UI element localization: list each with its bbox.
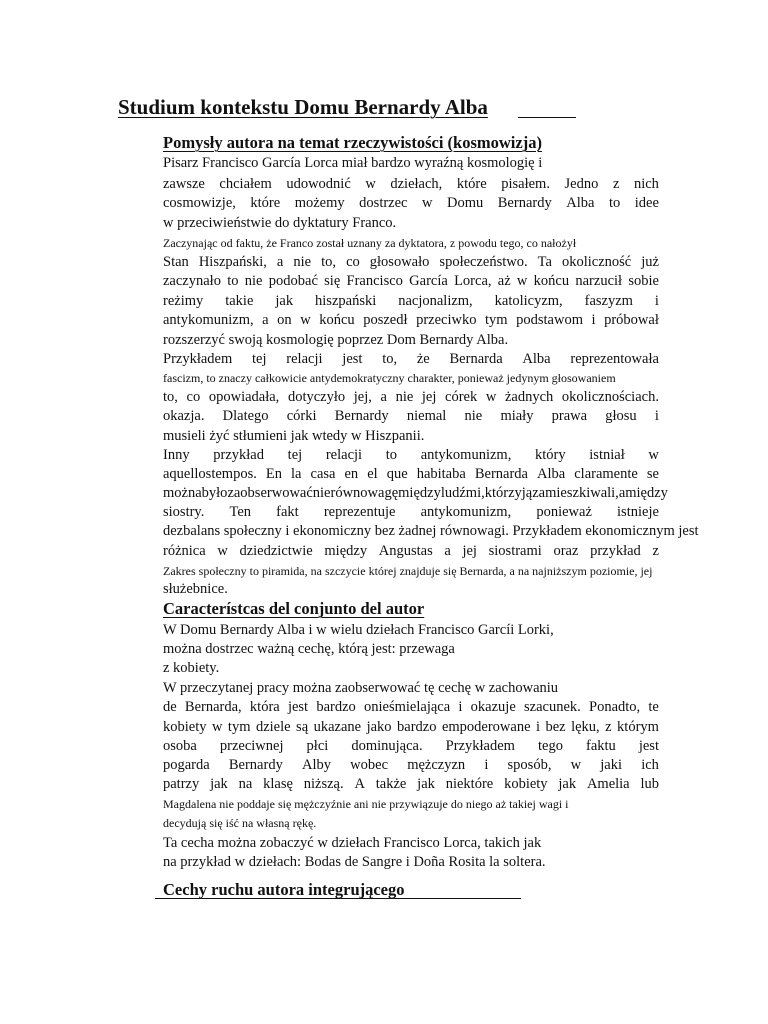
section1-line: dezbalans społeczny i ekonomiczny bez żadnej równowagi. Przykładem ekonomicznym jest [163, 523, 699, 539]
section-heading-underline [155, 898, 521, 899]
section1-line: Inny przykład tej relacji to antykomunizm, który istniał w [163, 447, 659, 463]
section1-line: aquellostempos. En la casa en el que habitaba Bernarda Alba claramente se [163, 466, 659, 482]
section1-line: zaczynało to nie podobać się Francisco García Lorca, aż w końcu narzucił sobie [163, 273, 659, 289]
section-heading-cosmovision: Pomysły autora na temat rzeczywistości (kosmowizja) [163, 133, 542, 152]
section1-line: różnica w dziedzictwie między Angustas a jej siostrami oraz przykład z [163, 543, 659, 559]
section2-line: na przykład w dziełach: Bodas de Sangre i Doña Rosita la soltera. [163, 854, 546, 870]
section1-line: cosmowizje, które możemy dostrzec w Domu Bernardy Alba to idee [163, 195, 659, 211]
section1-line: Pisarz Francisco García Lorca miał bardzo wyraźną kosmologię i [163, 155, 543, 171]
section1-line: antykomunizm, a on w końcu poszedł przeciwko tym podstawom i próbował [163, 312, 659, 328]
section1-line: Zakres społeczny to piramida, na szczycie której znajduje się Bernarda, a na najniższym poziomie, jej [163, 564, 653, 578]
section-heading-movement: Cechy ruchu autora integrującego [163, 880, 405, 899]
section1-line: zawsze chciałem udowodnić w dziełach, które pisałem. Jedno z nich [163, 176, 659, 192]
section2-line: de Bernarda, która jest bardzo onieśmielająca i okazuje szacunek. Ponadto, te [163, 699, 659, 715]
section1-line: reżimy takie jak hiszpański nacjonalizm, katolicyzm, faszyzm i [163, 293, 659, 309]
section2-line: Ta cecha można zobaczyć w dziełach Francisco Lorca, takich jak [163, 835, 542, 851]
section1-line: Przykładem tej relacji jest to, że Bernarda Alba reprezentowała [163, 351, 659, 367]
section2-line: W Domu Bernardy Alba i w wielu dziełach Francisco Garcíi Lorki, [163, 622, 554, 638]
section2-line: kobiety w tym dziele są ukazane jako bardzo empoderowane i bez lęku, z którym [163, 719, 659, 735]
section1-line: okazja. Dlatego córki Bernardy niemal nie miały prawa głosu i [163, 408, 659, 424]
section2-line: można dostrzec ważną cechę, którą jest: przewaga [163, 641, 455, 657]
section1-line: w przeciwieństwie do dyktatury Franco. [163, 215, 397, 231]
section1-line: Zaczynając od faktu, że Franco został uznany za dyktatora, z powodu tego, co nałożył [163, 236, 577, 250]
section1-line: musieli żyć stłumieni jak wtedy w Hiszpanii. [163, 428, 425, 444]
section2-line: patrzy jak na klasę niższą. A także jak niektóre kobiety jak Amelia lub [163, 776, 659, 792]
section1-line: można było zaobserwować nierównowagę między ludźmi, którzy ją zamieszkiwali, a między [163, 485, 668, 501]
section1-line: służebnice. [163, 581, 228, 597]
section2-line: Magdalena nie poddaje się mężczyźnie ani nie przywiązuje do niego aż takiej wagi i [163, 797, 569, 811]
section1-line: siostry. Ten fakt reprezentuje antykomunizm, ponieważ istnieje [163, 504, 659, 520]
section1-line: to, co opowiadała, dotyczyło jej, a nie jej córek w żadnych okolicznościach. [163, 389, 659, 405]
section2-line: W przeczytanej pracy można zaobserwować tę cechę w zachowaniu [163, 680, 559, 696]
section2-line: osoba przeciwnej płci dominująca. Przykładem tego faktu jest [163, 738, 659, 754]
section1-line: Stan Hiszpański, a nie to, co głosowało społeczeństwo. Ta okoliczność już [163, 254, 659, 270]
section1-line: fascizm, to znaczy całkowicie antydemokratyczny charakter, ponieważ jedynym głosowaniem [163, 371, 616, 385]
document-title: Studium kontekstu Domu Bernardy Alba [118, 95, 488, 119]
title-underline [518, 117, 576, 118]
section-heading-characteristics: Característcas del conjunto del autor [163, 599, 425, 618]
section1-line: rozszerzyć swoją kosmologię poprzez Dom Bernardy Alba. [163, 332, 509, 348]
section2-line: pogarda Bernardy Alby wobec mężczyzn i sposób, w jaki ich [163, 757, 659, 773]
section2-line: z kobiety. [163, 660, 220, 676]
section2-line: decydują się iść na własną rękę. [163, 816, 317, 830]
